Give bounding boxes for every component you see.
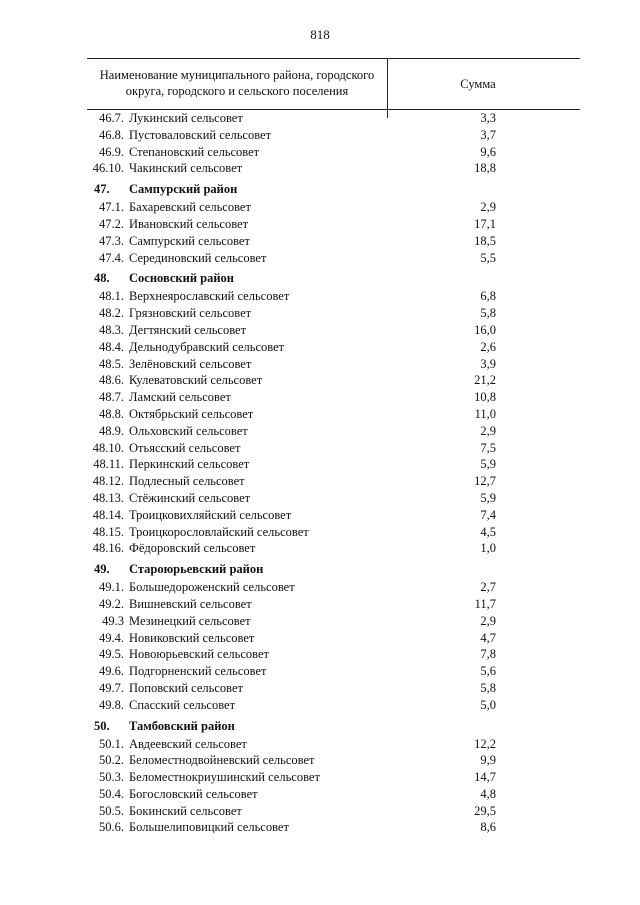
row-code: 50.1. [99, 736, 124, 751]
row-sum: 14,7 [474, 770, 496, 785]
table-row [0, 339, 640, 356]
row-sum: 3,3 [480, 111, 496, 125]
table-row [0, 697, 640, 714]
settlement-name: Ольховский сельсовет [129, 423, 248, 438]
row-code: 50.6. [99, 820, 124, 835]
table-row [0, 160, 640, 177]
settlement-name: Чакинский сельсовет [129, 161, 243, 176]
row-code: 49.4. [99, 630, 124, 645]
settlement-name: Троицкорословлайский сельсовет [129, 524, 309, 539]
row-code: 48.3. [99, 322, 124, 337]
row-code: 49.2. [99, 596, 124, 611]
row-sum: 7,8 [480, 647, 496, 662]
row-sum: 11,0 [474, 406, 496, 421]
settlement-name: Фёдоровский сельсовет [129, 541, 256, 556]
table-row [0, 524, 640, 541]
row-sum: 17,1 [474, 216, 496, 231]
settlement-name: Большелиповицкий сельсовет [129, 820, 289, 835]
row-sum: 5,9 [480, 490, 496, 505]
row-sum: 4,5 [480, 524, 496, 539]
row-code: 47.1. [99, 200, 124, 215]
row-sum: 6,8 [480, 289, 496, 304]
table-row [0, 507, 640, 524]
settlement-name: Октябрьский сельсовет [129, 406, 254, 421]
row-sum: 18,8 [474, 161, 496, 176]
table-row [0, 322, 640, 339]
row-code: 47. [94, 182, 110, 197]
district-heading-row [0, 716, 640, 736]
settlement-name: Дельнодубравский сельсовет [129, 339, 285, 354]
table-row [0, 440, 640, 457]
row-code: 46.7. [99, 111, 124, 125]
table-row [0, 579, 640, 596]
settlement-name: Грязновский сельсовет [129, 306, 252, 321]
settlement-name: Отьясский сельсовет [129, 440, 241, 455]
row-sum: 4,8 [480, 786, 496, 801]
row-code: 49. [94, 562, 110, 577]
row-code: 46.10. [92, 161, 124, 176]
settlement-name: Дегтянский сельсовет [129, 322, 247, 337]
settlement-name: Кулеватовский сельсовет [129, 373, 263, 388]
settlement-name: Мезинецкий сельсовет [129, 613, 251, 628]
district-name: Сампурский район [129, 182, 238, 197]
row-code: 49.3 [102, 613, 124, 628]
row-sum: 5,0 [480, 697, 496, 712]
row-code: 47.3. [99, 233, 124, 248]
row-code: 48.14. [92, 507, 124, 522]
row-code: 49.6. [99, 664, 124, 679]
settlement-name: Зелёновский сельсовет [129, 356, 252, 371]
settlement-name: Ламский сельсовет [129, 390, 231, 405]
table-row [0, 490, 640, 507]
district-name: Сосновский район [129, 271, 235, 286]
settlement-name: Ивановский сельсовет [129, 216, 249, 231]
row-sum: 5,5 [480, 250, 496, 265]
table-row [0, 288, 640, 305]
table-row [0, 356, 640, 373]
district-heading-row [0, 559, 640, 579]
row-code: 48.12. [92, 474, 124, 489]
row-sum: 2,9 [480, 200, 496, 215]
row-sum: 2,7 [480, 580, 496, 595]
district-name: Староюрьевский район [129, 562, 264, 577]
settlement-name: Новоюрьевский сельсовет [129, 647, 269, 662]
row-code: 49.1. [99, 580, 124, 595]
settlement-name: Беломестнокриушинский сельсовет [129, 770, 320, 785]
settlement-name: Бокинский сельсовет [129, 803, 242, 818]
settlement-name: Поповский сельсовет [129, 680, 243, 695]
table-row [0, 803, 640, 820]
row-code: 50. [94, 718, 110, 733]
settlement-name: Новиковский сельсовет [129, 630, 255, 645]
settlement-name: Подгорненский сельсовет [129, 664, 267, 679]
district-heading-row [0, 179, 640, 199]
row-code: 49.5. [99, 647, 124, 662]
table-row [0, 199, 640, 216]
row-sum: 5,6 [480, 664, 496, 679]
table-row [0, 663, 640, 680]
settlement-name: Вишневский сельсовет [129, 596, 252, 611]
row-code: 46.8. [99, 127, 124, 142]
row-sum: 3,9 [480, 356, 496, 371]
settlement-name: Большедороженский сельсовет [129, 580, 295, 595]
table-row [0, 769, 640, 786]
column-header-sum: Сумма [460, 77, 496, 91]
row-code: 50.5. [99, 803, 124, 818]
table-row [0, 473, 640, 490]
table-row [0, 456, 640, 473]
settlement-name: Перкинский сельсовет [129, 457, 250, 472]
table-row [0, 216, 640, 233]
row-code: 50.2. [99, 753, 124, 768]
table-row [0, 305, 640, 322]
row-code: 48.6. [99, 373, 124, 388]
row-code: 48.1. [99, 289, 124, 304]
row-sum: 16,0 [474, 322, 496, 337]
district-heading-row [0, 268, 640, 288]
row-code: 48.8. [99, 406, 124, 421]
settlement-name: Богословский сельсовет [129, 786, 258, 801]
row-code: 48.5. [99, 356, 124, 371]
settlement-name: Лукинский сельсовет [129, 111, 243, 125]
table-body [0, 110, 640, 836]
row-sum: 5,8 [480, 680, 496, 695]
district-name: Тамбовский район [129, 718, 235, 733]
row-code: 50.3. [99, 770, 124, 785]
row-code: 47.4. [99, 250, 124, 265]
table-row [0, 540, 640, 557]
row-sum: 1,0 [480, 541, 496, 556]
table-row [0, 423, 640, 440]
table-row [0, 144, 640, 161]
row-code: 48.7. [99, 390, 124, 405]
row-code: 48.16. [92, 541, 124, 556]
row-sum: 9,6 [480, 144, 496, 159]
table-row [0, 736, 640, 753]
table-row [0, 406, 640, 423]
row-sum: 2,9 [480, 613, 496, 628]
row-sum: 11,7 [474, 596, 496, 611]
settlement-name: Авдеевский сельсовет [129, 736, 247, 751]
row-sum: 4,7 [480, 630, 496, 645]
row-sum: 12,2 [474, 736, 496, 751]
row-sum: 7,5 [480, 440, 496, 455]
row-code: 48.4. [99, 339, 124, 354]
row-code: 48.10. [92, 440, 124, 455]
row-sum: 29,5 [474, 803, 496, 818]
row-sum: 2,9 [480, 423, 496, 438]
row-sum: 21,2 [474, 373, 496, 388]
settlement-name: Троицковихляйский сельсовет [129, 507, 292, 522]
table-header [87, 58, 580, 110]
row-sum: 8,6 [480, 820, 496, 835]
table-row [0, 389, 640, 406]
table-row [0, 110, 640, 127]
settlement-name: Беломестнодвойневский сельсовет [129, 753, 315, 768]
table-row [0, 250, 640, 267]
row-sum: 2,6 [480, 339, 496, 354]
settlement-name: Верхнеярославский сельсовет [129, 289, 290, 304]
table-row [0, 233, 640, 250]
settlement-name: Сампурский сельсовет [129, 233, 250, 248]
table-row [0, 630, 640, 647]
row-code: 48.13. [92, 490, 124, 505]
row-code: 49.8. [99, 697, 124, 712]
row-sum: 5,8 [480, 306, 496, 321]
column-header-name: Наименование муниципального района, городского округа, городского и сельского поселения [99, 68, 375, 98]
settlement-name: Спасский сельсовет [129, 697, 236, 712]
table-row [0, 646, 640, 663]
row-code: 46.9. [99, 144, 124, 159]
settlement-name: Подлесный сельсовет [129, 474, 245, 489]
page-number: 818 [310, 27, 330, 42]
row-sum: 18,5 [474, 233, 496, 248]
row-code: 48.11. [93, 457, 124, 472]
row-code: 49.7. [99, 680, 124, 695]
table-row [0, 127, 640, 144]
row-sum: 9,9 [480, 753, 496, 768]
row-code: 48.9. [99, 423, 124, 438]
settlement-name: Стёжинский сельсовет [129, 490, 251, 505]
row-code: 48.15. [92, 524, 124, 539]
settlement-name: Степановский сельсовет [129, 144, 260, 159]
row-code: 48. [94, 271, 110, 286]
row-sum: 3,7 [480, 127, 496, 142]
row-sum: 7,4 [480, 507, 496, 522]
table-row [0, 680, 640, 697]
table-row [0, 752, 640, 769]
row-code: 48.2. [99, 306, 124, 321]
table-row [0, 786, 640, 803]
table-row [0, 613, 640, 630]
row-code: 47.2. [99, 216, 124, 231]
settlement-name: Бахаревский сельсовет [129, 200, 251, 215]
settlement-name: Пустоваловский сельсовет [129, 127, 272, 142]
settlement-name: Серединовский сельсовет [129, 250, 267, 265]
table-row [0, 372, 640, 389]
row-sum: 12,7 [474, 474, 496, 489]
table-row [0, 596, 640, 613]
table-row [0, 819, 640, 836]
row-sum: 5,9 [480, 457, 496, 472]
row-code: 50.4. [99, 786, 124, 801]
row-sum: 10,8 [474, 390, 496, 405]
